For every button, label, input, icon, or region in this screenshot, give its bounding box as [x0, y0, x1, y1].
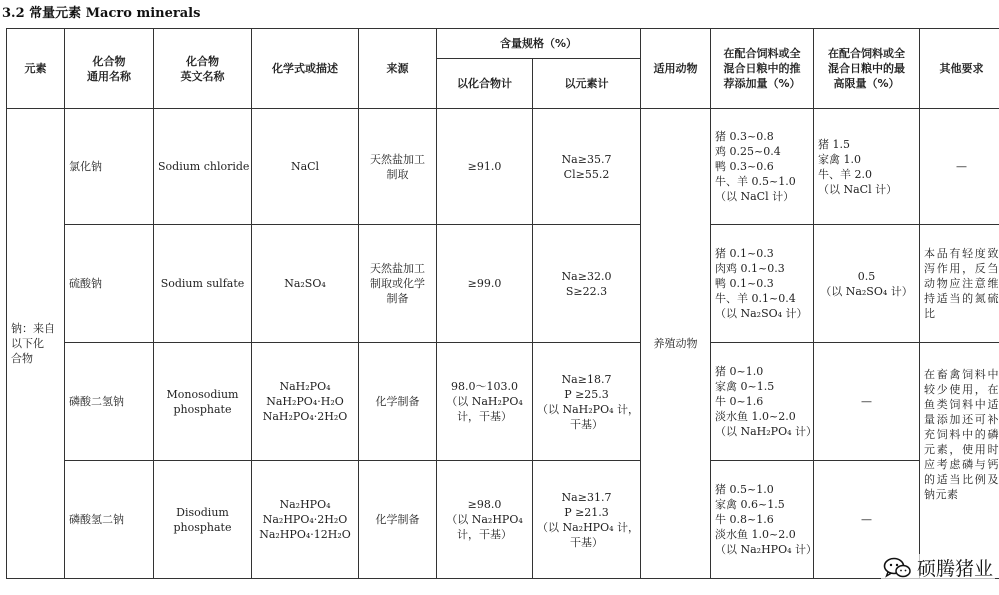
- other: —: [920, 109, 999, 225]
- formula: Na₂SO₄: [252, 225, 359, 343]
- as-element: Na≥31.7 P ≥21.3 （以 Na₂HPO₄ 计， 干基）: [533, 461, 641, 579]
- english-name: Sodium sulfate: [154, 225, 252, 343]
- header-compound-english-name: 化合物 英文名称: [154, 29, 252, 109]
- formula: Na₂HPO₄ Na₂HPO₄·2H₂O Na₂HPO₄·12H₂O: [252, 461, 359, 579]
- maximum: 猪 1.5 家禽 1.0 牛、羊 2.0 （以 NaCl 计）: [814, 109, 920, 225]
- wechat-icon: [883, 557, 911, 579]
- source: 天然盐加工 制取: [359, 109, 437, 225]
- compound-name: 磷酸二氢钠: [65, 343, 154, 461]
- maximum: —: [814, 343, 920, 461]
- english-name: Disodium phosphate: [154, 461, 252, 579]
- header-animals: 适用动物: [641, 29, 711, 109]
- recommended: 猪 0~1.0 家禽 0~1.5 牛 0~1.6 淡水鱼 1.0~2.0 （以 NaH₂PO₄ 计）: [711, 343, 814, 461]
- maximum: 0.5 （以 Na₂SO₄ 计）: [814, 225, 920, 343]
- compound-name: 磷酸氢二钠: [65, 461, 154, 579]
- compound-name: 硫酸钠: [65, 225, 154, 343]
- other: 在畜禽饲料中较少使用，在鱼类饲料中适量添加还可补充饲料中的磷元素，使用时应考虑磷与钙的适当比例及钠元素: [920, 343, 999, 579]
- recommended: 猪 0.3~0.8 鸡 0.25~0.4 鸭 0.3~0.6 牛、羊 0.5~1.0 （以 NaCl 计）: [711, 109, 814, 225]
- source: 化学制备: [359, 461, 437, 579]
- table-row: [7, 109, 999, 225]
- header-source: 来源: [359, 29, 437, 109]
- watermark-text: 硕腾猪业: [916, 558, 993, 580]
- as-compound: ≥99.0: [437, 225, 533, 343]
- formula: NaCl: [252, 109, 359, 225]
- header-maximum: 在配合饲料或全 混合日粮中的最 高限量（%）: [814, 29, 920, 109]
- as-element: Na≥18.7 P ≥25.3 （以 NaH₂PO₄ 计， 干基）: [533, 343, 641, 461]
- header-formula: 化学式或描述: [252, 29, 359, 109]
- watermark: [881, 554, 995, 581]
- formula: NaH₂PO₄ NaH₂PO₄·H₂O NaH₂PO₄·2H₂O: [252, 343, 359, 461]
- macro-minerals-table: [6, 28, 999, 579]
- english-name: Monosodium phosphate: [154, 343, 252, 461]
- compound-name: 氯化钠: [65, 109, 154, 225]
- english-name: Sodium chloride: [154, 109, 252, 225]
- table-row: [7, 225, 999, 343]
- animals-cell: 养殖动物: [641, 109, 711, 579]
- header-element: 元素: [7, 29, 65, 109]
- maximum: —: [814, 461, 920, 579]
- other: 本品有轻度致泻作用，反刍动物应注意维持适当的氮硫比: [920, 225, 999, 343]
- as-element: Na≥35.7 Cl≥55.2: [533, 109, 641, 225]
- section-title: 3.2 常量元素 Macro minerals: [2, 6, 201, 21]
- header-content-spec: 含量规格（%）: [437, 29, 641, 59]
- header-recommended: 在配合饲料或全 混合日粮中的推 荐添加量（%）: [711, 29, 814, 109]
- recommended: 猪 0.5~1.0 家禽 0.6~1.5 牛 0.8~1.6 淡水鱼 1.0~2.0 （以 Na₂HPO₄ 计）: [711, 461, 814, 579]
- source: 化学制备: [359, 343, 437, 461]
- as-compound: 98.0～103.0 （以 NaH₂PO₄ 计，干基）: [437, 343, 533, 461]
- header-as-compound: 以化合物计: [437, 59, 533, 109]
- element-cell: 钠：来自 以下化 合物: [7, 109, 65, 579]
- header-other: 其他要求: [920, 29, 999, 109]
- recommended: 猪 0.1~0.3 肉鸡 0.1~0.3 鸭 0.1~0.3 牛、羊 0.1~0.4 （以 Na₂SO₄ 计）: [711, 225, 814, 343]
- as-compound: ≥98.0 （以 Na₂HPO₄ 计，干基）: [437, 461, 533, 579]
- header-compound-common-name: 化合物 通用名称: [65, 29, 154, 109]
- as-compound: ≥91.0: [437, 109, 533, 225]
- source: 天然盐加工 制取或化学 制备: [359, 225, 437, 343]
- as-element: Na≥32.0 S≥22.3: [533, 225, 641, 343]
- table-row: [7, 461, 999, 579]
- header-as-element: 以元素计: [533, 59, 641, 109]
- table-row: [7, 343, 999, 461]
